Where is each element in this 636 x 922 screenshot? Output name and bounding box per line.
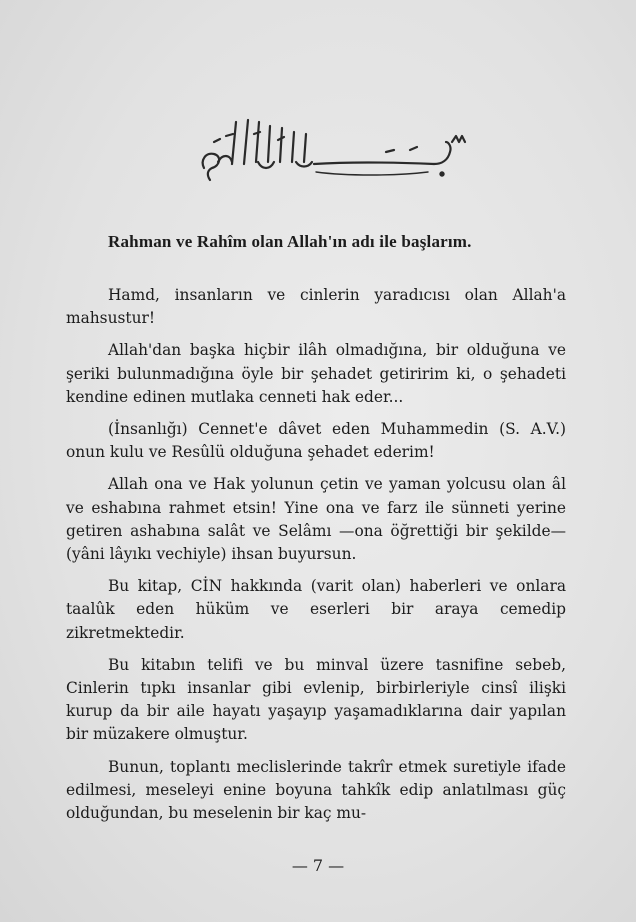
- body-text: [66, 284, 566, 834]
- paragraph: Bu kitap, CİN hakkında (varit olan) haberleri ve onlara taalûk eden hüküm ve eserleri bir araya cemedip zikretmektedir.: [66, 577, 566, 642]
- paragraph: Allah ona ve Hak yolunun çetin ve yaman yolcusu olan âl ve eshabına rahmet etsin! Yine ona ve farz ile sünneti yerine getiren ashabına salât ve Selâmı —ona öğrettiği bir şekilde— (yâni lâyıkı vechiyle) ihsan buyursun.: [66, 475, 566, 564]
- paragraph: Hamd, insanların ve cinlerin yaradıcısı olan Allah'a mahsustur!: [66, 286, 566, 328]
- paragraph: Bunun, toplantı meclislerinde takrîr etmek suretiyle ifade edilmesi, meseleyi enine boyuna tahkîk edip anlatılması güç olduğundan, bu meselenin bir kaç mu-: [66, 757, 566, 823]
- paragraph: (İnsanlığı) Cennet'e dâvet eden Muhammedin (S. A.V.) onun kulu ve Resûlü olduğuna şehadet ederim!: [66, 420, 566, 462]
- paragraph: Bu kitabın telifi ve bu minval üzere tasnifine sebeb, Cinlerin tıpkı insanlar gibi evlenip, birbirleriyle cinsî ilişki kurup da bir aile hayatı yaşayıp yaşamadıklarına dair yapılan bir müzakere olmuştur.: [66, 655, 566, 744]
- page-number: — 7 —: [291, 856, 345, 875]
- basmala-calligraphy: [196, 112, 468, 190]
- page-heading: Rahman ve Rahîm olan Allah'ın adı ile başlarım.: [108, 232, 472, 251]
- paragraph: Allah'dan başka hiçbir ilâh olmadığına, bir olduğuna ve şeriki bulunmadığına öyle bir şehadet getiririm ki, o şehadeti kendine edinen mutlaka cenneti hak eder...: [66, 341, 566, 406]
